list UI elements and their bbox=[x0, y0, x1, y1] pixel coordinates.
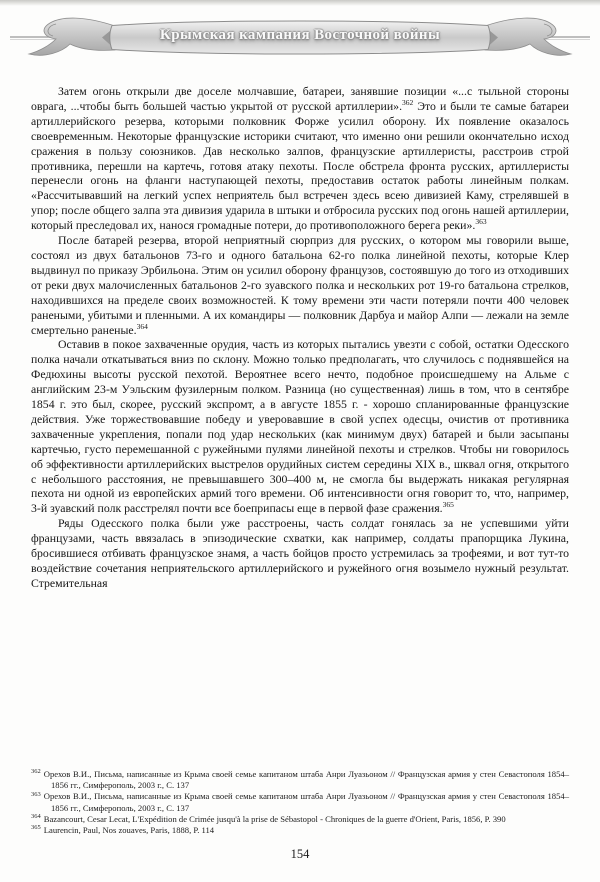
page-number: 154 bbox=[290, 847, 310, 861]
footnote: $^{364}$ Bazancourt, Cesar Lecat, L'Expédition de Crimée jusqu'à la prise de Sébastopol - Chroniques de la guerre d'Orient, Paris, 1856, P. 390 bbox=[31, 812, 506, 824]
footnote: $^{363}$ Орехов В.И., Письма, написанные из Крыма своей семье капитаном штаба Анри Луазьоном // Французская армия у стен Севастополя 1854–1856 гг., Симферополь, 2003 г., С. 137 bbox=[31, 790, 569, 813]
footnotes bbox=[31, 769, 569, 836]
footnote-marker: 364 bbox=[136, 321, 148, 331]
page-header bbox=[0, 6, 600, 70]
footnote-marker: 362 bbox=[402, 97, 414, 107]
chapter-title: Крымская кампания Восточной войны bbox=[159, 27, 441, 43]
footnote: $^{362}$ Орехов В.И., Письма, написанные из Крыма своей семье капитаном штаба Анри Луазьоном // Французская армия у стен Севастополя 1854–1856 гг., Симферополь, 2003 г., С. 137 bbox=[31, 768, 569, 791]
paragraph: Оставив в покое захваченные орудия, часть из которых пытались увезти с собой, остатки Одесского полка начали откатываться вниз по склону. Можно только предполагать, что случилось с поднявшейся на Федюхины высоты русской пехотой. Вероятнее всего нечто, подобное происшедшему на Альме с английским 23-м Уэльским фузилерным полком. Разница (но существенная) лишь в том, что в сентябре 1854 г. это был, скорее, русский экспромт, а в августе 1855 г. - хорошо спланированные французские действия. Уже торжествовавшие победу и уверовавшие в свой успех одесцы, очистив от противника захваченные укрепления, попали под удар нескольких (как минимум двух) батарей и были засыпаны картечью, густо перемешанной с ружейными пулями линейной пехоты и стрелков. Чтобы ни говорилось об эффективности артиллерийских выстрелов орудийных систем середины XIX в., шквал огня, открытого с небольшого расстояния, не превышавшего 300–400 м, не смогла бы выдержать никакая регулярная пехота ни одной из европейских армий того времени. Об интенсивности огня говорит то, что, например, 3-й зуавский полк расстрелял почти все боеприпасы еще в первой фазе сражения.$^{365}$ bbox=[31, 337, 569, 516]
footnote-number: 365 bbox=[31, 824, 41, 832]
paragraph: Затем огонь открыли две доселе молчавшие, батареи, занявшие позиции «...с тыльной стороны оврага, ...чтобы быть большей частью укрытой от русской артиллерии».$^{362}$ Это и были те самые батареи артиллерийского резерва, которыми полковник Форже усилил оборону. Их появление оказалось своевременным. Некоторые французские историки считают, что именно они решили окончательно исход сражения в пользу союзников. Дав несколько залпов, французские артиллеристы, расстроив строй противника, перешли на картечь, готовя атаку пехоты. После обстрела фронта русских, артиллеристы перенесли огонь на фланги наступающей пехоты, предоставив остаток работы линейным полкам. «Рассчитывавший на легкий успех неприятель был встречен здесь всею дивизией Каму, стрелявшей в упор; после общего залпа эта дивизия ударила в штыки и отбросила русских под огонь нашей артиллерии, который преследовал их, нанося громадные потери, до противоположного берега реки».$^{363}$ bbox=[31, 84, 569, 233]
footnote-number: 364 bbox=[31, 812, 41, 820]
footnote-number: 363 bbox=[31, 790, 41, 798]
footnote-marker: 365 bbox=[442, 500, 454, 510]
paragraph: Ряды Одесского полка были уже расстроены, часть солдат гонялась за не успевшими уйти французами, часть ввязалась в эпизодические схватки, как например, солдаты прапорщика Лукина, бросившиеся отбивать французское знамя, а часть бойцов просто устремилась за трофеями, и вот тут-то воздействие сочетания неприятельского артиллерийского и ружейного огня возымело нужный результат. Стремительная bbox=[31, 516, 569, 590]
footnote: $^{365}$ Laurencin, Paul, Nos zouaves, Paris, 1888, P. 114 bbox=[31, 824, 215, 836]
footnote-number: 362 bbox=[31, 768, 41, 776]
paragraphs bbox=[31, 84, 569, 591]
paragraph: После батарей резерва, второй неприятный сюрприз для русских, о котором мы говорили выше, состоял из двух батальонов 73-го и одного батальона 62-го полка линейной пехоты, которые Клер выдвинул по приказу Эрбильона. Этим он усилил оборону французов, состоявшую до того из отходивших от реки двух малочисленных батальонов 2-го зуавского полка и нескольких рот 19-го батальона стрелков, находившихся на пределе своих возможностей. К тому времени эти части потеряли почти 400 человек ранеными, убитыми и пленными. А их командиры — полковник Дарбуа и майор Алпи — лежали на земле смертельно раненые.$^{364}$ bbox=[31, 233, 569, 337]
footnote-marker: 363 bbox=[475, 217, 487, 227]
